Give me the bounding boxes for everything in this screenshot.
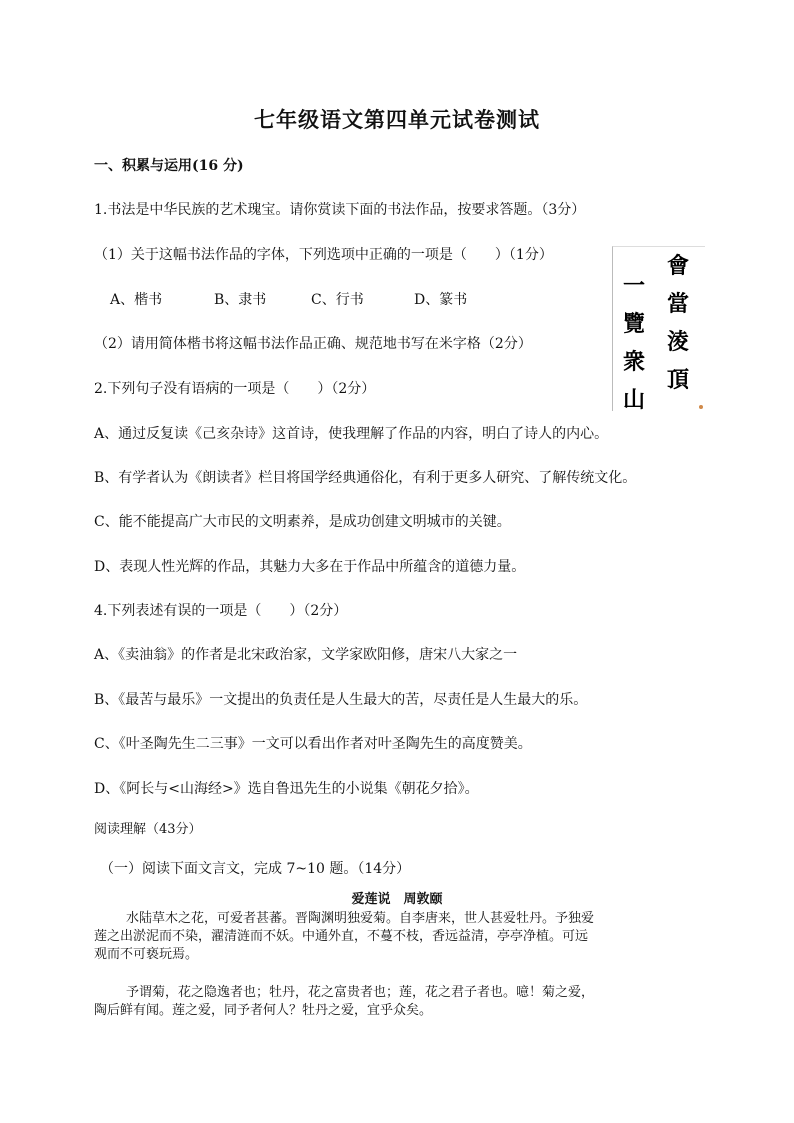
section-heading-accumulation: 一、积累与运用(16 分) [94,158,244,174]
question-1-option-d: D、篆书 [414,292,468,308]
question-1-stem: 1.书法是中华民族的艺术瑰宝。请你赏读下面的书法作品，按要求答题。（3分） [94,202,586,218]
calligraphy-glyph: 頂 [666,367,689,393]
passage-line: 莲之出淤泥而不染，濯清涟而不妖。中通外直，不蔓不枝，香远益清，亭亭净植。可远 [94,929,589,944]
calligraphy-glyph: 山 [622,387,645,413]
question-4-option-a: A、《卖油翁》的作者是北宋政治家，文学家欧阳修，唐宋八大家之一 [94,647,518,663]
passage-line: 观而不可亵玩焉。 [94,947,199,962]
calligraphy-glyph: 覽 [622,311,645,337]
question-2-option-b: B、有学者认为《朗读者》栏目将国学经典通俗化，有利于更多人研究、了解传统文化。 [94,470,637,486]
question-1-sub-2: （2）请用简体楷书将这幅书法作品正确、规范地书写在米字格（2分） [94,336,532,352]
question-4-option-d: D、《阿长与<山海经>》选自鲁迅先生的小说集《朝花夕拾》。 [94,781,479,797]
section-heading-reading: 阅读理解（43分） [94,822,202,837]
calligraphy-glyph: 一 [622,273,645,299]
calligraphy-column-left [621,267,647,419]
calligraphy-glyph: 衆 [622,349,645,375]
question-2-option-d: D、表现人性光辉的作品，其魅力大多在于作品中所蕴含的道德力量。 [94,559,526,575]
question-2-option-c: C、能不能提高广大市民的文明素养，是成功创建文明城市的关键。 [94,514,511,530]
question-4-option-c: C、《叶圣陶先生二三事》一文可以看出作者对叶圣陶先生的高度赞美。 [94,736,532,752]
question-1-option-a: A、楷书 [110,292,163,308]
question-1-option-b: B、隶书 [214,292,267,308]
question-4-option-b: B、《最苦与最乐》一文提出的负责任是人生最大的苦，尽责任是人生最大的乐。 [94,692,588,708]
passage-line: 水陆草木之花，可爱者甚蕃。晋陶渊明独爱菊。自李唐来，世人甚爱牡丹。予独爱 [126,911,595,926]
calligraphy-artwork [612,246,705,411]
question-1-option-c: C、行书 [311,292,364,308]
passage-line: 予谓菊，花之隐逸者也；牡丹，花之富贵者也；莲，花之君子者也。噫！菊之爱， [126,985,595,1000]
question-2-stem: 2.下列句子没有语病的一项是（ ）（2分） [94,381,376,397]
seal-stamp [699,405,703,409]
passage-title: 爱莲说 周敦颐 [351,892,443,907]
question-2-option-a: A、通过反复读《己亥杂诗》这首诗，使我理解了作品的内容，明白了诗人的内心。 [94,426,609,442]
calligraphy-glyph: 淩 [666,329,689,355]
passage-line: 陶后鲜有闻。莲之爱，同予者何人？牡丹之爱，宜乎众矣。 [94,1003,433,1018]
calligraphy-glyph: 會 [666,253,689,279]
calligraphy-glyph: 當 [666,291,689,317]
question-4-stem: 4.下列表述有误的一项是（ ）（2分） [94,603,348,619]
question-1-sub-1: （1）关于这幅书法作品的字体，下列选项中正确的一项是（ ）（1分） [94,247,553,263]
page-title: 七年级语文第四单元试卷测试 [254,107,540,132]
reading-1-instruction: （一）阅读下面文言文，完成 7~10 题。（14分） [100,861,411,877]
calligraphy-column-right [665,247,691,399]
